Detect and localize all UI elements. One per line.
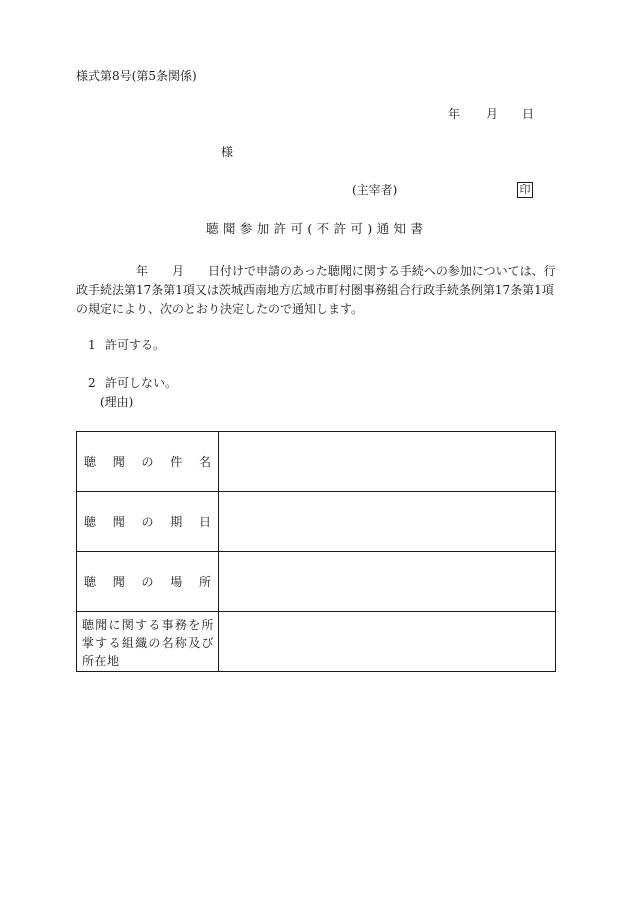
row-value-hearing-place xyxy=(219,552,556,612)
date-month-label: 月 xyxy=(486,107,499,121)
label-char: 名 xyxy=(198,455,211,469)
body-month: 月 xyxy=(172,264,185,278)
seal-mark: 印 xyxy=(517,182,533,198)
label-char: 聞 xyxy=(112,455,125,469)
body-line-2: 政手続法第17条第1項又は茨城西南地方広域市町村圏事務組合行政手続条例第17条第1項 xyxy=(76,283,554,297)
document-title: 聴聞参加許可(不許可)通知書 xyxy=(206,221,428,236)
organizer-label: (主宰者) xyxy=(352,183,398,197)
hearing-info-table xyxy=(76,431,556,672)
date-line xyxy=(448,108,534,120)
option-number: 1 xyxy=(88,338,96,352)
label-char: 聴 xyxy=(84,455,97,469)
label-char: 聴 xyxy=(84,575,97,589)
label-char: 聞 xyxy=(112,515,125,529)
label-char: の xyxy=(141,575,154,589)
row-label-organization xyxy=(77,612,219,672)
body-text xyxy=(76,262,576,319)
body-year: 年 xyxy=(136,264,149,278)
table-row xyxy=(77,432,556,492)
form-number: 様式第8号(第5条関係) xyxy=(76,69,197,83)
row-label-hearing-subject xyxy=(77,432,219,492)
row-label-hearing-place xyxy=(77,552,219,612)
option-number: 2 xyxy=(88,376,96,390)
row-value-hearing-date xyxy=(219,492,556,552)
label-char: 場 xyxy=(170,575,183,589)
label-char: 件 xyxy=(170,455,183,469)
label-char: 期 xyxy=(170,515,183,529)
addressee-suffix: 様 xyxy=(221,145,234,159)
label-char: 聴 xyxy=(84,515,97,529)
label-char: の xyxy=(141,515,154,529)
label-char: 聞 xyxy=(112,575,125,589)
option-deny xyxy=(88,377,177,389)
organization-label-text: 聴聞に関する事務を所掌する組織の名称及び所在地 xyxy=(82,617,214,668)
row-value-hearing-subject xyxy=(219,432,556,492)
option-permit xyxy=(88,339,165,351)
row-label-hearing-date xyxy=(77,492,219,552)
reason-label: (理由) xyxy=(100,395,134,409)
label-char: 日 xyxy=(198,515,211,529)
label-char: 所 xyxy=(198,575,211,589)
body-line-1 xyxy=(76,262,576,281)
date-year-label: 年 xyxy=(448,107,461,121)
row-value-organization xyxy=(219,612,556,672)
table-row xyxy=(77,492,556,552)
table-row xyxy=(77,552,556,612)
option-label: 許可する。 xyxy=(105,338,166,352)
table-row xyxy=(77,612,556,672)
body-line-1-rest: 日付けで申請のあった聴聞に関する手続への参加については、行 xyxy=(208,264,556,278)
body-line-3: の規定により、次のとおり決定したので通知します。 xyxy=(76,302,364,316)
label-char: の xyxy=(141,455,154,469)
date-day-label: 日 xyxy=(522,107,535,121)
option-label: 許可しない。 xyxy=(105,376,178,390)
